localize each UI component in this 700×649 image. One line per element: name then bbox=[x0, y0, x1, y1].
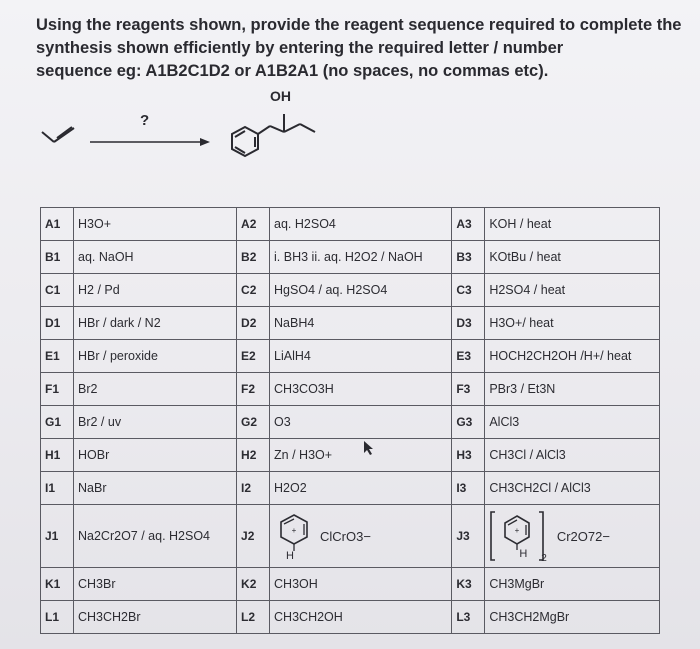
bracketed-pyridinium-icon bbox=[489, 508, 545, 564]
reagent-code: B3 bbox=[452, 241, 485, 274]
reagent-value: CH3MgBr bbox=[485, 568, 660, 601]
reagent-value: H3O+ bbox=[74, 208, 237, 241]
reagent-value: NaBH4 bbox=[270, 307, 452, 340]
svg-text:+: + bbox=[291, 526, 297, 535]
reagent-code: D1 bbox=[41, 307, 74, 340]
reagent-code: H2 bbox=[237, 439, 270, 472]
reagent-value: Zn / H3O+ bbox=[270, 439, 452, 472]
reagent-value: H2SO4 / heat bbox=[485, 274, 660, 307]
reagent-value: KOH / heat bbox=[485, 208, 660, 241]
table-row bbox=[41, 568, 660, 601]
table-row bbox=[41, 472, 660, 505]
reagent-value: aq. NaOH bbox=[74, 241, 237, 274]
reagent-value: HgSO4 / aq. H2SO4 bbox=[270, 274, 452, 307]
reagent-value: KOtBu / heat bbox=[485, 241, 660, 274]
reagent-code: C1 bbox=[41, 274, 74, 307]
reagent-code: G2 bbox=[237, 406, 270, 439]
pyridinium-h-label: H bbox=[286, 550, 294, 562]
dichromate-h-label: H bbox=[519, 548, 528, 560]
svg-text:+: + bbox=[514, 526, 520, 535]
table-row bbox=[41, 406, 660, 439]
table-row bbox=[41, 505, 660, 568]
reagent-code: F1 bbox=[41, 373, 74, 406]
reagent-code: E2 bbox=[237, 340, 270, 373]
reagent-code: E3 bbox=[452, 340, 485, 373]
reagent-code: K2 bbox=[237, 568, 270, 601]
reagent-value: HBr / dark / N2 bbox=[74, 307, 237, 340]
reagent-code: C3 bbox=[452, 274, 485, 307]
reagent-value: LiAlH4 bbox=[270, 340, 452, 373]
table-row bbox=[41, 439, 660, 472]
reagent-value: HOBr bbox=[74, 439, 237, 472]
reagent-code: I1 bbox=[41, 472, 74, 505]
reagent-value: NaBr bbox=[74, 472, 237, 505]
reagent-code: A1 bbox=[41, 208, 74, 241]
reagent-value: i. BH3 ii. aq. H2O2 / NaOH bbox=[270, 241, 452, 274]
mouse-pointer-icon bbox=[362, 440, 376, 456]
reagent-code: I2 bbox=[237, 472, 270, 505]
table-row bbox=[41, 241, 660, 274]
reagent-value: CH3CO3H bbox=[270, 373, 452, 406]
reagent-code: A2 bbox=[237, 208, 270, 241]
reagent-code: B2 bbox=[237, 241, 270, 274]
table-row bbox=[41, 601, 660, 634]
reagent-value: ClCrO3− bbox=[319, 528, 371, 544]
reagent-value: H3O+/ heat bbox=[485, 307, 660, 340]
table-row bbox=[41, 373, 660, 406]
reagent-code: H3 bbox=[452, 439, 485, 472]
reagent-value: PBr3 / Et3N bbox=[485, 373, 660, 406]
reagent-value: H2 / Pd bbox=[74, 274, 237, 307]
starting-alkene bbox=[42, 127, 74, 142]
table-row bbox=[41, 307, 660, 340]
question-line-2: synthesis shown efficiently by entering the required letter / number bbox=[36, 39, 564, 57]
reagent-code: J2 bbox=[237, 505, 270, 568]
arrow-question-mark: ? bbox=[140, 112, 150, 129]
reagent-code: H1 bbox=[41, 439, 74, 472]
pyridinium-ring-icon bbox=[274, 509, 314, 563]
reagent-value: CH3CH2Br bbox=[74, 601, 237, 634]
reagent-code: I3 bbox=[452, 472, 485, 505]
reagent-value: CH3OH bbox=[270, 568, 452, 601]
reagent-value: Br2 bbox=[74, 373, 237, 406]
reagent-value: Br2 / uv bbox=[74, 406, 237, 439]
reagent-code: J1 bbox=[41, 505, 74, 568]
reagent-code: B1 bbox=[41, 241, 74, 274]
reagent-value: CH3CH2Cl / AlCl3 bbox=[485, 472, 660, 505]
reagent-value: CH3Cl / AlCl3 bbox=[485, 439, 660, 472]
reagent-code: E1 bbox=[41, 340, 74, 373]
reagent-value: H2O2 bbox=[270, 472, 452, 505]
question-line-1: Using the reagents shown, provide the reagent sequence required to complete the bbox=[36, 16, 682, 34]
reagent-value: CH3Br bbox=[74, 568, 237, 601]
table-row bbox=[41, 340, 660, 373]
reagent-cell-pyridinium-dichromate bbox=[485, 505, 660, 568]
table-row bbox=[41, 208, 660, 241]
reagent-code: K3 bbox=[452, 568, 485, 601]
reagent-value: CH3CH2OH bbox=[270, 601, 452, 634]
reagent-code: L2 bbox=[237, 601, 270, 634]
reagent-code: F3 bbox=[452, 373, 485, 406]
reagent-table bbox=[40, 207, 660, 634]
reagent-code: D2 bbox=[237, 307, 270, 340]
reagent-code: F2 bbox=[237, 373, 270, 406]
hydroxyl-label: OH bbox=[270, 88, 291, 104]
reagent-code: G1 bbox=[41, 406, 74, 439]
reagent-value: HBr / peroxide bbox=[74, 340, 237, 373]
reagent-code: C2 bbox=[237, 274, 270, 307]
product-structure bbox=[232, 114, 315, 156]
reagent-code: L1 bbox=[41, 601, 74, 634]
question-text bbox=[36, 14, 682, 83]
reagent-value: HOCH2CH2OH /H+/ heat bbox=[485, 340, 660, 373]
table-row bbox=[41, 274, 660, 307]
reagent-value: Cr2O72− bbox=[556, 528, 610, 544]
reagent-value: AlCl3 bbox=[485, 406, 660, 439]
question-line-3: sequence eg: A1B2C1D2 or A1B2A1 (no spaces, no commas etc). bbox=[36, 62, 549, 80]
reagent-value: Na2Cr2O7 / aq. H2SO4 bbox=[74, 505, 237, 568]
reagent-code: D3 bbox=[452, 307, 485, 340]
reagent-value: aq. H2SO4 bbox=[270, 208, 452, 241]
reaction-arrow bbox=[90, 138, 210, 146]
reagent-code: J3 bbox=[452, 505, 485, 568]
reagent-code: L3 bbox=[452, 601, 485, 634]
reagent-cell-pyridinium-chlorochromate bbox=[270, 505, 452, 568]
reagent-value: CH3CH2MgBr bbox=[485, 601, 660, 634]
reagent-code: G3 bbox=[452, 406, 485, 439]
reagent-value: O3 bbox=[270, 406, 452, 439]
reagent-code: A3 bbox=[452, 208, 485, 241]
reaction-scheme bbox=[30, 86, 350, 196]
dichromate-count-label: 2 bbox=[541, 552, 547, 564]
reagent-code: K1 bbox=[41, 568, 74, 601]
